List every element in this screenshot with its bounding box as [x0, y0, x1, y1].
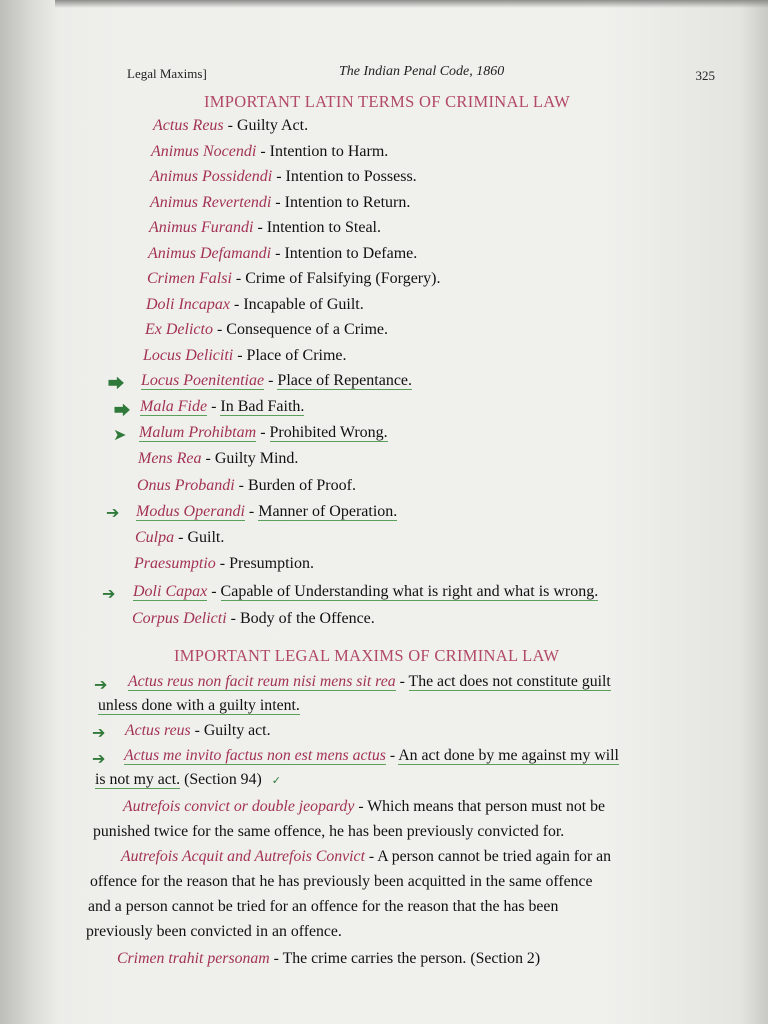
term-meaning: Incapable of Guilt.: [243, 296, 364, 313]
running-head-left: Legal Maxims]: [127, 66, 207, 81]
maxim-item: Actus me invito factus non est mens actus - An act done by me against my will: [124, 747, 619, 764]
maxim-continuation: is not my act. (Section 94) ✓: [95, 771, 281, 788]
term-item: Doli Capax - Capable of Understanding what is right and what is wrong.: [133, 583, 599, 600]
hand-drawn-arrow-icon: ➤: [113, 425, 127, 444]
term-meaning: Body of the Offence.: [240, 610, 375, 627]
term-name: Malum Prohibtam: [139, 424, 257, 441]
term-meaning: Burden of Proof.: [247, 477, 356, 494]
hand-drawn-arrow-icon: ➔: [102, 584, 116, 603]
maxim-meaning: Which means that person must not be: [367, 798, 606, 815]
term-item: Animus Revertendi - Intention to Return.: [150, 194, 411, 211]
maxim-term: Actus reus: [125, 722, 191, 739]
maxim-continuation: unless done with a guilty intent.: [98, 697, 300, 714]
term-name: Onus Probandi: [137, 477, 235, 494]
maxim-term: Actus me invito factus non est mens actus: [124, 747, 386, 764]
maxim-meaning: A person cannot be tried again for an: [377, 848, 612, 865]
maxim-term: Autrefois convict or double jeopardy: [123, 798, 355, 815]
term-name: Animus Revertendi: [150, 194, 272, 211]
term-item: Locus Poenitentiae - Place of Repentance.: [141, 372, 413, 389]
maxim-item: Autrefois Acquit and Autrefois Convict - A person cannot be tried again for an: [121, 848, 612, 865]
maxim-term: Autrefois Acquit and Autrefois Convict: [121, 848, 365, 865]
term-name: Doli Incapax: [146, 296, 230, 313]
maxim-meaning: The act does not constitute guilt: [408, 673, 611, 690]
maxim-meaning: Guilty act.: [203, 722, 271, 739]
term-meaning: Consequence of a Crime.: [226, 321, 389, 338]
term-item: Culpa - Guilt.: [135, 529, 225, 546]
term-name: Animus Possidendi: [150, 168, 273, 185]
page-gutter-shadow: [0, 0, 58, 1024]
maxim-meaning: The crime carries the person. (Section 2): [282, 950, 541, 967]
term-name: Doli Capax: [133, 583, 208, 600]
term-name: Praesumptio: [134, 555, 216, 572]
hand-drawn-arrow-icon: ➔: [94, 675, 108, 694]
maxim-continuation: previously been convicted in an offence.: [86, 923, 342, 940]
hand-drawn-arrow-icon: ➔: [92, 723, 106, 742]
running-head-title: The Indian Penal Code, 1860: [339, 64, 505, 79]
page-number: 325: [695, 68, 715, 83]
term-item: Mens Rea - Guilty Mind.: [138, 450, 299, 467]
term-name: Mens Rea: [138, 450, 202, 467]
term-item: Malum Prohibtam - Prohibited Wrong.: [139, 424, 388, 441]
term-meaning: In Bad Faith.: [220, 398, 305, 415]
term-name: Actus Reus: [153, 117, 224, 134]
term-name: Locus Poenitentiae: [141, 372, 265, 389]
term-item: Animus Defamandi - Intention to Defame.: [148, 245, 418, 262]
term-name: Modus Operandi: [136, 503, 245, 520]
maxim-term: Crimen trahit personam: [117, 950, 270, 967]
term-meaning: Crime of Falsifying (Forgery).: [245, 270, 441, 287]
term-name: Animus Furandi: [149, 219, 254, 236]
term-meaning: Intention to Steal.: [266, 219, 381, 236]
term-meaning: Guilt.: [187, 529, 225, 546]
hand-drawn-arrow-icon: ➔: [92, 749, 106, 768]
term-meaning: Guilty Act.: [236, 117, 309, 134]
term-name: Ex Delicto: [145, 321, 213, 338]
term-item: Animus Possidendi - Intention to Possess.: [150, 168, 417, 185]
term-name: Locus Deliciti: [143, 347, 234, 364]
section-heading-legal-maxims: IMPORTANT LEGAL MAXIMS OF CRIMINAL LAW: [174, 646, 560, 665]
term-item: Praesumptio - Presumption.: [134, 555, 314, 572]
term-meaning: Intention to Possess.: [285, 168, 417, 185]
term-meaning: Intention to Harm.: [269, 143, 389, 160]
term-meaning: Intention to Defame.: [284, 245, 418, 262]
term-meaning: Place of Crime.: [246, 347, 347, 364]
term-meaning: Place of Repentance.: [277, 372, 413, 389]
maxim-term: Actus reus non facit reum nisi mens sit rea: [128, 673, 396, 690]
maxim-item: Actus reus - Guilty act.: [125, 722, 271, 739]
term-name: Animus Nocendi: [151, 143, 257, 160]
term-item: Modus Operandi - Manner of Operation.: [136, 503, 398, 520]
term-meaning: Guilty Mind.: [214, 450, 299, 467]
term-meaning: Capable of Understanding what is right and what is wrong.: [220, 583, 599, 600]
maxim-item: Actus reus non facit reum nisi mens sit rea - The act does not constitute guilt: [128, 673, 611, 690]
term-name: Animus Defamandi: [148, 245, 272, 262]
maxim-item: Autrefois convict or double jeopardy - Which means that person must not be: [123, 798, 606, 815]
term-item: Mala Fide - In Bad Faith.: [140, 398, 305, 415]
term-item: Crimen Falsi - Crime of Falsifying (Forgery).: [147, 270, 441, 287]
check-mark-icon: ✓: [271, 774, 281, 787]
term-name: Crimen Falsi: [147, 270, 232, 287]
page-top-edge: [55, 0, 768, 8]
maxim-item: Crimen trahit personam - The crime carries the person. (Section 2): [117, 950, 541, 967]
term-name: Mala Fide: [140, 398, 208, 415]
term-item: Onus Probandi - Burden of Proof.: [137, 477, 356, 494]
hand-drawn-arrow-icon: ⮕: [108, 374, 125, 393]
term-item: Corpus Delicti - Body of the Offence.: [132, 610, 375, 627]
hand-drawn-arrow-icon: ➔: [106, 503, 120, 522]
section-heading-latin-terms: IMPORTANT LATIN TERMS OF CRIMINAL LAW: [204, 92, 571, 111]
maxim-continuation: punished twice for the same offence, he has been previously convicted for.: [93, 823, 565, 840]
running-head: [127, 64, 717, 84]
term-name: Corpus Delicti: [132, 610, 227, 627]
maxim-continuation: and a person cannot be tried for an offence for the reason that the has been: [88, 898, 559, 915]
term-item: Locus Deliciti - Place of Crime.: [143, 347, 347, 364]
maxim-meaning: An act done by me against my will: [398, 747, 619, 764]
term-item: Actus Reus - Guilty Act.: [153, 117, 309, 134]
term-item: Ex Delicto - Consequence of a Crime.: [145, 321, 389, 338]
term-item: Animus Furandi - Intention to Steal.: [149, 219, 381, 236]
term-meaning: Intention to Return.: [284, 194, 411, 211]
term-meaning: Presumption.: [229, 555, 314, 572]
term-meaning: Manner of Operation.: [258, 503, 398, 520]
term-meaning: Prohibited Wrong.: [269, 424, 388, 441]
term-item: Doli Incapax - Incapable of Guilt.: [146, 296, 364, 313]
term-item: Animus Nocendi - Intention to Harm.: [151, 143, 389, 160]
maxim-continuation: offence for the reason that he has previously been acquitted in the same offence: [90, 873, 593, 890]
term-name: Culpa: [135, 529, 175, 546]
hand-drawn-arrow-icon: ⮕: [114, 401, 131, 420]
